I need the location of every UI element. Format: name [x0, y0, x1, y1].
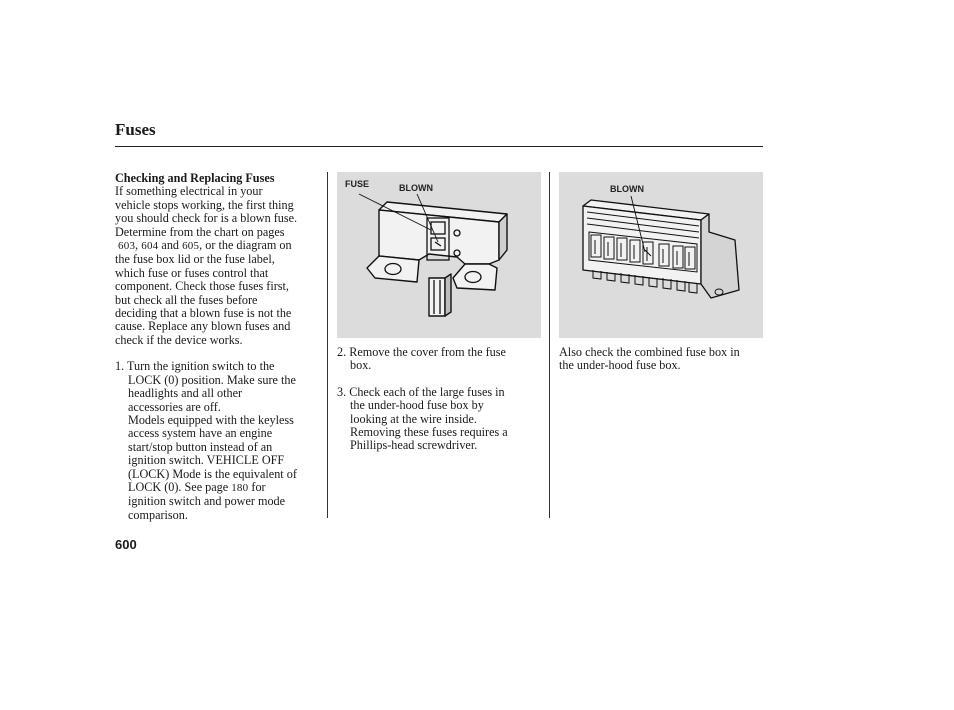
step-2-line: box.: [350, 358, 372, 373]
page-link-180[interactable]: 180: [231, 481, 249, 494]
step-3-line: 3. Check each of the large fuses in: [337, 384, 505, 399]
title-rule: [115, 146, 763, 147]
body-line: component. Check those fuses first,: [115, 279, 289, 294]
page-link-603[interactable]: 603: [118, 240, 136, 253]
column-divider-1: [327, 172, 328, 518]
body-line: Determine from the chart on pages: [115, 224, 285, 239]
step-1-line: accessories are off.: [128, 399, 221, 414]
step-1-line: access system have an engine: [128, 426, 273, 441]
combined-fuse-box-illustration: [559, 172, 763, 338]
step-3-line: Phillips-head screwdriver.: [350, 438, 478, 453]
step-3-line: Removing these fuses requires a: [350, 425, 508, 440]
body-line: If something electrical in your: [115, 184, 263, 199]
step-1-line: comparison.: [128, 507, 188, 522]
blown-label: BLOWN: [399, 183, 433, 193]
step-1-line: headlights and all other: [128, 386, 243, 401]
step-1-line: ignition switch and power mode: [128, 494, 286, 509]
section-heading: Checking and Replacing Fuses: [115, 171, 275, 185]
page-number: 600: [115, 537, 137, 552]
body-line: the fuse box lid or the fuse label,: [115, 252, 275, 267]
step-1-line: 1. Turn the ignition switch to the: [115, 359, 275, 374]
body-line: vehicle stops working, the first thing: [115, 197, 294, 212]
step-3-line: the under-hood fuse box by: [350, 398, 484, 413]
body-line: which fuse or fuses control that: [115, 265, 269, 280]
step-3-line: looking at the wire inside.: [350, 411, 477, 426]
body-line: the under-hood fuse box.: [559, 358, 681, 373]
step-1-line: ignition switch. VEHICLE OFF: [128, 453, 285, 468]
step-1-line: Models equipped with the keyless: [128, 412, 294, 427]
step-1-line: start/stop button instead of an: [128, 439, 273, 454]
step-1-line: (LOCK) Mode is the equivalent of: [128, 466, 297, 481]
column-1: [115, 172, 323, 522]
page-link-605[interactable]: 605: [182, 240, 200, 253]
fuse-figure-2: [559, 172, 763, 338]
body-line: check if the device works.: [115, 332, 243, 347]
body-line: but check all the fuses before: [115, 292, 258, 307]
body-line: Also check the combined fuse box in: [559, 345, 740, 359]
column-divider-2: [549, 172, 550, 518]
blown-label: BLOWN: [610, 184, 644, 194]
fuse-figure-1: [337, 172, 541, 338]
body-line: cause. Replace any blown fuses and: [115, 319, 291, 334]
fuse-box-illustration: [337, 172, 541, 338]
page-title: Fuses: [115, 120, 156, 139]
step-1-line: LOCK (0) position. Make sure the: [128, 372, 296, 387]
fuse-label: FUSE: [345, 179, 370, 189]
step-2-line: 2. Remove the cover from the fuse: [337, 345, 506, 359]
body-line: you should check for is a blown fuse.: [115, 211, 298, 226]
column-3: [559, 346, 765, 373]
page-reference-line: 603, 604 and 605, or the diagram on: [118, 238, 292, 253]
page-link-604[interactable]: 604: [141, 240, 159, 253]
step-1-page-line: LOCK (0). See page 180 for: [128, 479, 266, 494]
column-2: [337, 346, 543, 453]
body-line: deciding that a blown fuse is not the: [115, 306, 292, 321]
